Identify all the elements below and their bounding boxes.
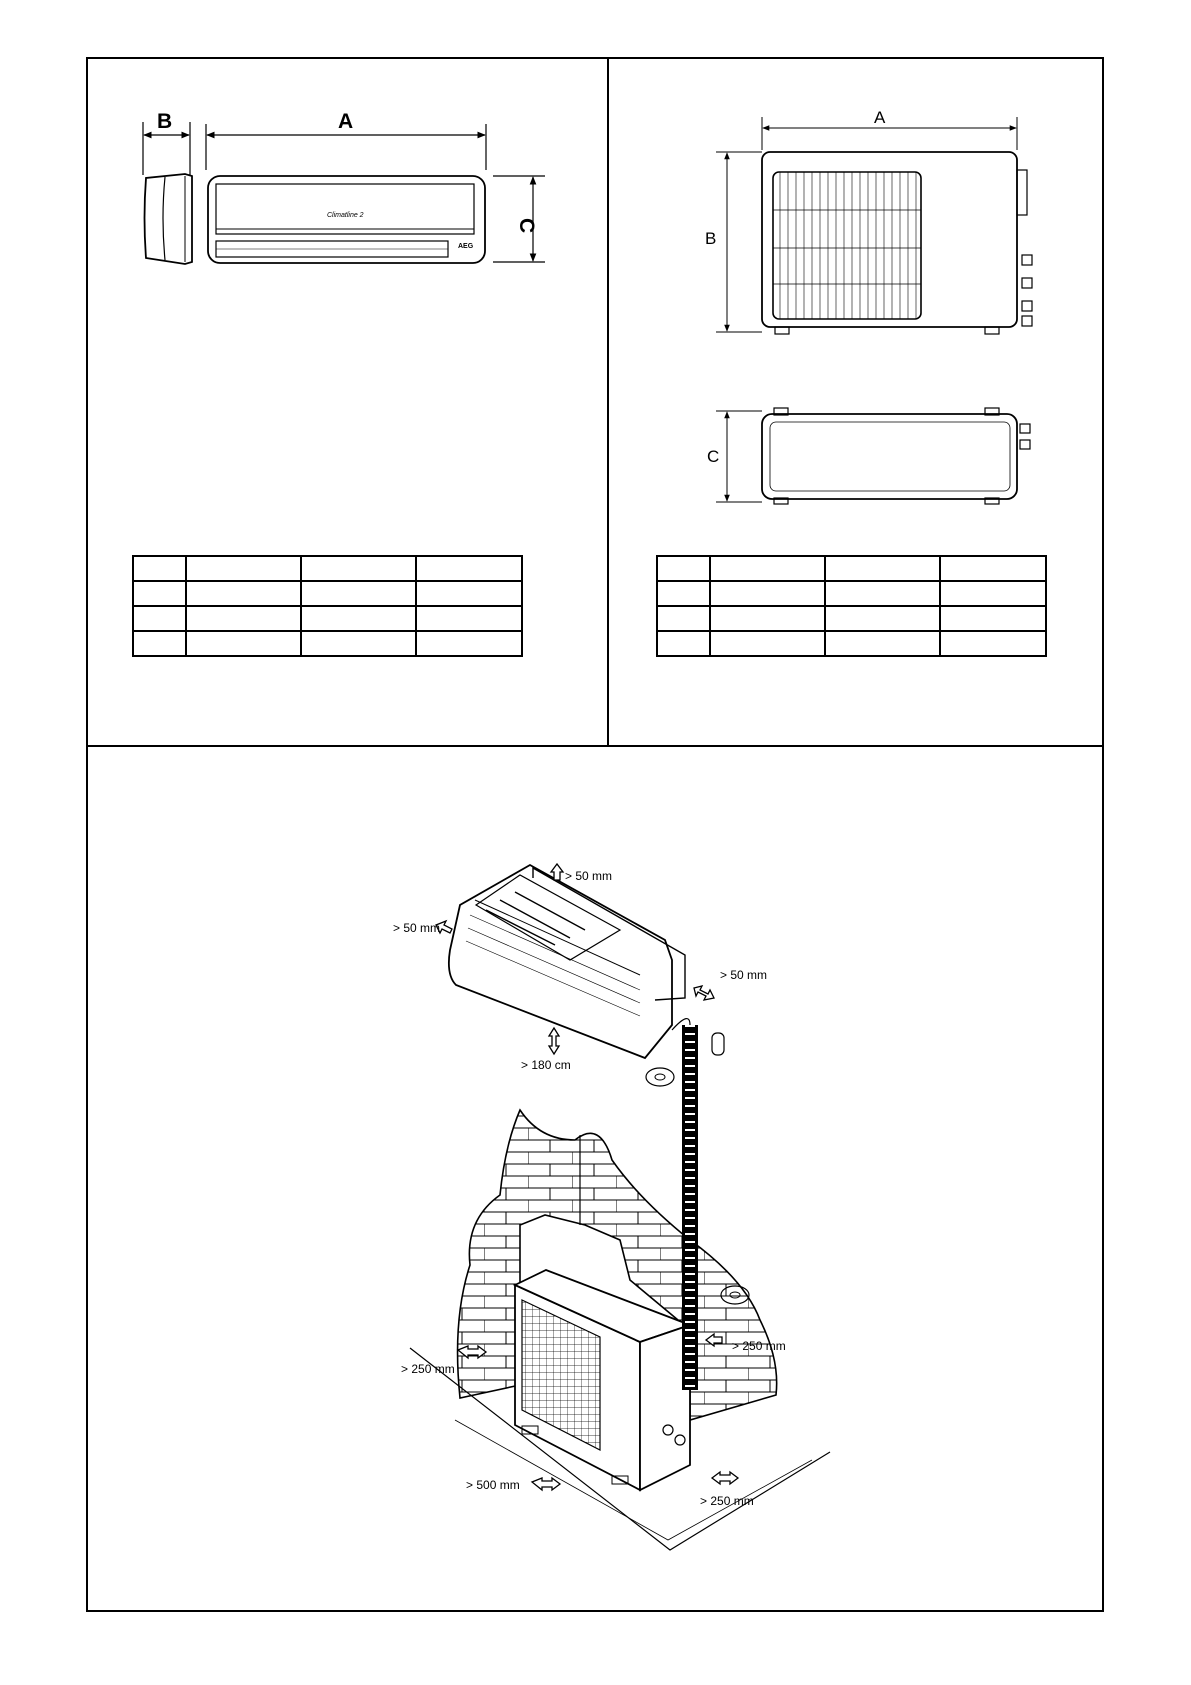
clearance-indoor-floor-label: > 180 cm — [521, 1058, 571, 1072]
outdoor-dim-c-label: C — [707, 447, 720, 466]
clearance-outdoor-front-label: > 500 mm — [466, 1478, 520, 1492]
indoor-brand-logo: AEG — [458, 243, 474, 250]
indoor-dim-b-label: B — [157, 110, 173, 133]
clearance-outdoor-rear-label: > 250 mm — [732, 1339, 786, 1353]
clearance-indoor-left-label: > 50 mm — [393, 921, 441, 935]
indoor-dim-c-label: C — [515, 218, 538, 234]
outdoor-dim-a-label: A — [874, 108, 886, 127]
indoor-front-branding: Climatline 2 — [327, 212, 364, 219]
clearance-outdoor-left-label: > 250 mm — [401, 1362, 455, 1376]
clearance-indoor-right-label: > 50 mm — [720, 968, 768, 982]
indoor-dim-a-label: A — [338, 110, 354, 133]
outdoor-dim-b-label: B — [705, 229, 717, 248]
clearance-outdoor-right-label: > 250 mm — [700, 1494, 754, 1508]
clearance-indoor-top-label: > 50 mm — [565, 869, 613, 883]
